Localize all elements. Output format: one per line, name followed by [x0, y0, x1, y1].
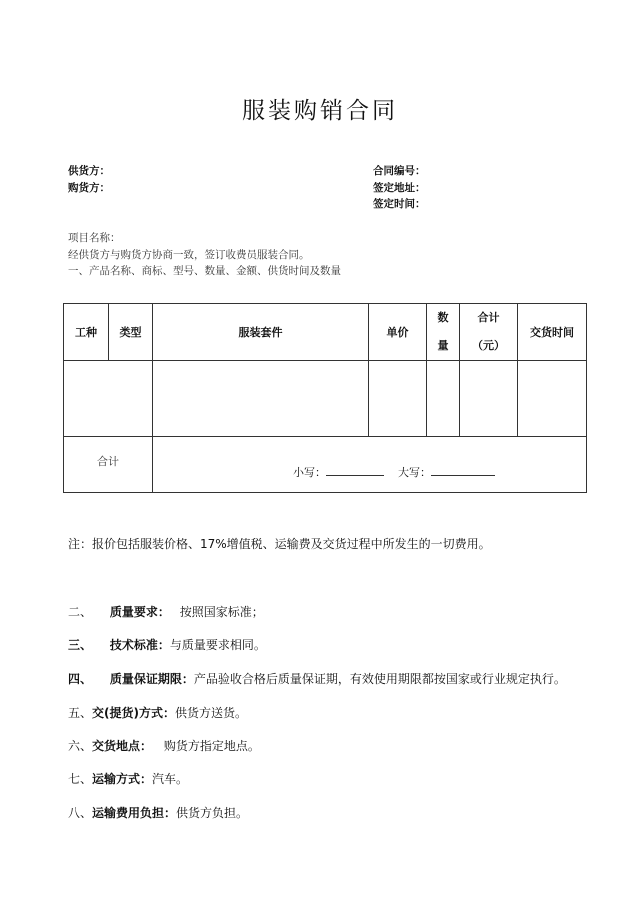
section-label: 交货地点： [92, 739, 153, 753]
section-label: 运输费用负担： [92, 806, 177, 820]
section-six [68, 737, 260, 754]
supplier-label: 供货方： [68, 165, 110, 177]
section-number: 六、 [68, 739, 93, 753]
section-number: 四、 [68, 672, 93, 686]
section-two [68, 603, 264, 620]
table-header-row [64, 304, 587, 361]
col-garment-set: 服装套件 [153, 304, 369, 361]
lowercase-field[interactable] [326, 465, 384, 476]
price-note: 注：报价包括服装价格、17%增值税、运输费及交货过程中所发生的一切费用。 [68, 537, 491, 551]
section-text: 购货方指定地点。 [163, 739, 260, 753]
cell-total[interactable] [460, 361, 518, 437]
section-text: 供货方负担。 [176, 806, 249, 820]
total-amount-cell [153, 437, 587, 493]
section-number: 五、 [68, 706, 93, 720]
section-number: 二、 [68, 605, 93, 619]
section-number: 七、 [68, 772, 93, 786]
total-row-label: 合计 [64, 437, 153, 493]
col-total [460, 304, 518, 361]
cell-delivery-time[interactable] [518, 361, 587, 437]
col-unit-price: 单价 [369, 304, 427, 361]
uppercase-label: 大写： [398, 466, 431, 479]
sign-place-label: 签定地址： [373, 182, 426, 194]
contract-number-label: 合同编号： [373, 165, 426, 177]
sign-time-label: 签定时间： [373, 198, 426, 210]
section-number: 三、 [68, 638, 93, 652]
col-category: 类型 [109, 304, 153, 361]
section-text: 与质量要求相同。 [169, 638, 266, 652]
cell-quantity[interactable] [427, 361, 460, 437]
section-number: 八、 [68, 806, 93, 820]
col-quantity-line2: 量 [437, 339, 449, 352]
section-eight [68, 804, 248, 821]
col-quantity-line1: 数 [437, 311, 449, 324]
section-text: 供货方送货。 [175, 706, 248, 720]
col-type-of-work: 工种 [64, 304, 109, 361]
section-one-heading: 一、产品名称、商标、型号、数量、金额、供货时间及数量 [68, 265, 341, 277]
uppercase-field[interactable] [431, 465, 495, 476]
cell-unit-price[interactable] [369, 361, 427, 437]
section-five [68, 704, 247, 721]
table-row [64, 361, 587, 437]
col-total-line2: （元） [472, 339, 505, 352]
cell-garment-set[interactable] [153, 361, 369, 437]
section-label: 运输方式： [92, 772, 153, 786]
col-total-line1: 合计 [477, 311, 500, 324]
col-delivery-time: 交货时间 [518, 304, 587, 361]
cell-work-category[interactable] [64, 361, 153, 437]
section-text: 产品验收合格后质量保证期，有效使用期限都按国家或行业规定执行。 [193, 672, 566, 686]
document-title: 服装购销合同 [242, 98, 398, 124]
lowercase-label: 小写： [293, 466, 326, 479]
section-label: 质量保证期限： [109, 672, 194, 686]
total-row [64, 437, 587, 493]
section-seven [68, 770, 188, 787]
product-table [63, 303, 587, 493]
col-quantity [427, 304, 460, 361]
agreement-text: 经供货方与购货方协商一致，签订收费员服装合同。 [68, 249, 310, 261]
section-label: 质量要求： [109, 605, 170, 619]
section-label: 交(提货)方式： [92, 706, 175, 720]
buyer-label: 购货方： [68, 182, 110, 194]
project-name-label: 项目名称： [68, 232, 121, 244]
section-four [68, 670, 566, 687]
section-text: 按照国家标准； [179, 605, 264, 619]
section-label: 技术标准： [109, 638, 170, 652]
section-three [68, 636, 266, 653]
section-text: 汽车。 [152, 772, 189, 786]
